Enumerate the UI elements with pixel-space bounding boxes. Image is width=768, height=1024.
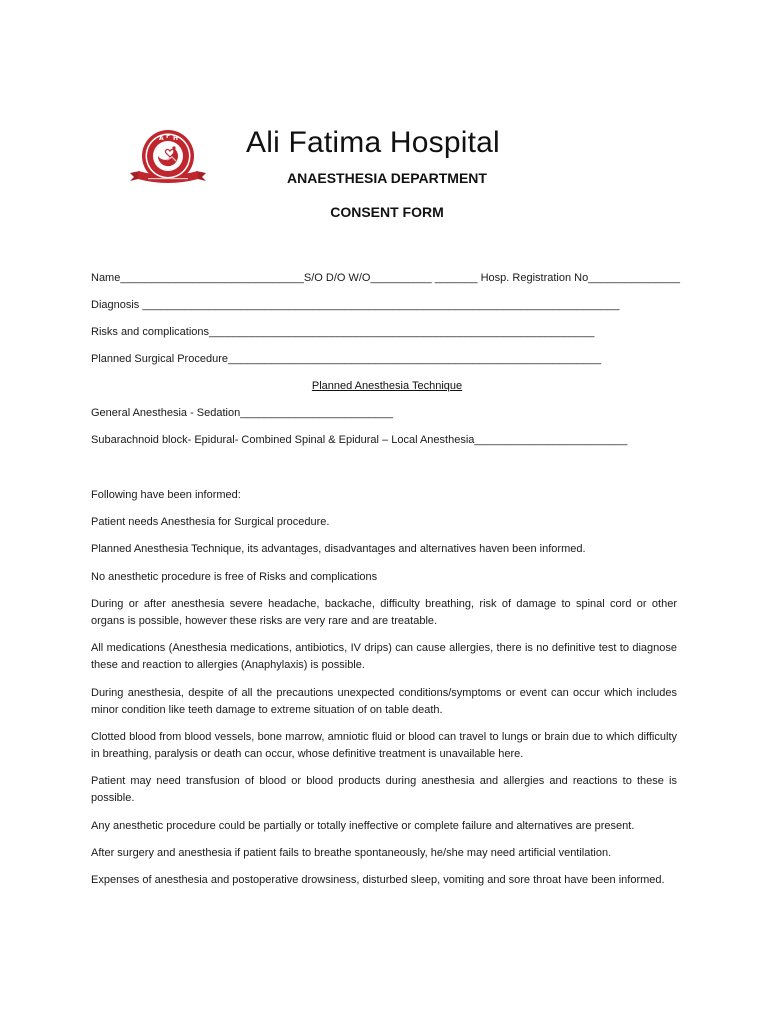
- consent-paragraph: Patient may need transfusion of blood or blood products during anesthesia and allergies and reactions to these is possible.: [91, 775, 677, 804]
- consent-paragraph: Clotted blood from blood vessels, bone marrow, amniotic fluid or blood can travel to lungs or brain due to which difficulty in breathing, paralysis or death can occur, whose definitive treatment is unavailable here.: [91, 731, 677, 760]
- svg-text:A: A: [159, 135, 164, 142]
- general-anesthesia-field-line[interactable]: General Anesthesia - Sedation_________________________: [91, 407, 394, 419]
- consent-paragraph: Patient needs Anesthesia for Surgical procedure.: [91, 516, 330, 528]
- technique-heading: Planned Anesthesia Technique: [311, 380, 463, 392]
- consent-paragraph: No anesthetic procedure is free of Risks and complications: [91, 571, 378, 583]
- department-title: ANAESTHESIA DEPARTMENT: [287, 170, 487, 186]
- regional-anesthesia-field-line[interactable]: Subarachnoid block- Epidural- Combined Spinal & Epidural – Local Anesthesia_________________________: [91, 434, 628, 446]
- informed-intro: Following have been informed:: [91, 489, 241, 501]
- consent-paragraph: During or after anesthesia severe headache, backache, difficulty breathing, risk of damage to spinal cord or other organs is possible, however these risks are very rare and are treatable.: [91, 598, 677, 627]
- consent-paragraph: All medications (Anesthesia medications, antibiotics, IV drips) can cause allergies, there is no definitive test to diagnose these and reaction to allergies (Anaphylaxis) is possible.: [91, 642, 677, 671]
- svg-text:F: F: [166, 133, 171, 140]
- consent-paragraph: After surgery and anesthesia if patient fails to breathe spontaneously, he/she may need artificial ventilation.: [91, 847, 612, 859]
- svg-text:H: H: [173, 135, 179, 142]
- risks-field-line[interactable]: Risks and complications_______________________________________________________________: [91, 326, 595, 338]
- consent-paragraph: Any anesthetic procedure could be partially or totally ineffective or complete failure and alternatives are present.: [91, 820, 635, 832]
- diagnosis-field-line[interactable]: Diagnosis ______________________________________________________________________________: [91, 299, 620, 311]
- hospital-name: Ali Fatima Hospital: [246, 126, 500, 159]
- name-field-line[interactable]: Name______________________________S/O D/O W/O__________ _______ Hosp. Registration No_______________: [91, 272, 680, 284]
- consent-paragraph: During anesthesia, despite of all the precautions unexpected conditions/symptoms or event can occur which includes minor condition like teeth damage to extreme situation of on table death.: [91, 687, 677, 716]
- consent-paragraph: Expenses of anesthesia and postoperative drowsiness, disturbed sleep, vomiting and sore throat have been informed.: [91, 874, 665, 886]
- form-title: CONSENT FORM: [330, 204, 444, 220]
- consent-paragraph: Planned Anesthesia Technique, its advantages, disadvantages and alternatives haven been informed.: [91, 543, 586, 555]
- procedure-field-line[interactable]: Planned Surgical Procedure_____________________________________________________________: [91, 353, 602, 365]
